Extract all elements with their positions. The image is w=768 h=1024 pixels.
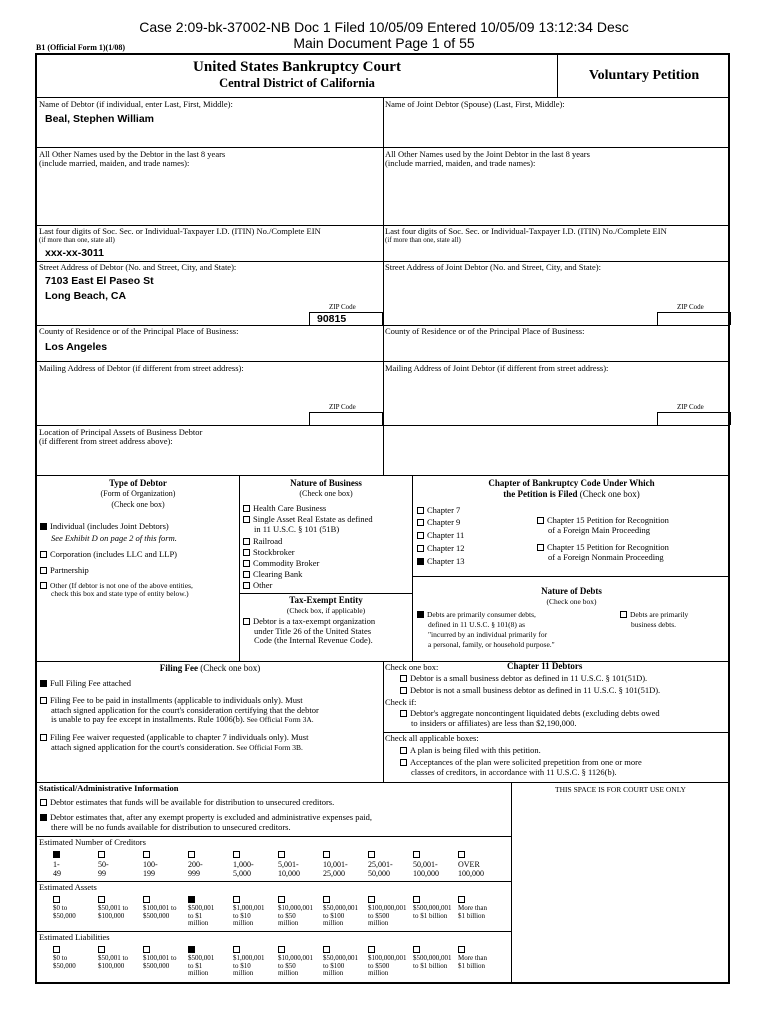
creditor-range-label: 5,001- xyxy=(278,860,299,869)
liability-range-option[interactable] xyxy=(323,946,367,978)
form-id: B1 (Official Form 1)(1/08) xyxy=(36,43,126,52)
creditor-range-option[interactable] xyxy=(323,851,367,878)
joint-other-names-label-1: All Other Names used by the Joint Debtor in the last 8 years xyxy=(385,149,590,159)
aggregate-debts-option[interactable]: Debtor's aggregate noncontingent liquidated debts (excluding debts owed to insiders or affiliates) are less than $2,190,000. xyxy=(400,709,660,728)
liability-range-option[interactable] xyxy=(53,946,97,970)
corporation-option[interactable]: Corporation (includes LLC and LLP) xyxy=(40,550,177,560)
petition-form xyxy=(35,53,730,984)
debtor-ssn-value: xxx-xx-3011 xyxy=(45,247,104,259)
asset-range-label: to $1 billion xyxy=(413,911,448,920)
debtor-street-line-1: 7103 East El Paseo St xyxy=(45,275,154,287)
chapter-11-option[interactable]: Chapter 11 xyxy=(417,531,464,541)
checkbox-checked[interactable] xyxy=(53,851,60,858)
debtor-zip-label: ZIP Code xyxy=(329,303,356,311)
checkbox[interactable] xyxy=(40,551,47,558)
creditor-range-label: 200- xyxy=(188,860,203,869)
checkbox[interactable] xyxy=(537,544,544,551)
chapter-13-option[interactable]: Chapter 13 xyxy=(417,557,465,567)
joint-mailing-zip-label: ZIP Code xyxy=(677,403,704,411)
creditor-range-label: 100,000 xyxy=(413,869,439,878)
liability-range-label: to $1 xyxy=(188,961,203,970)
chapter-title-1: Chapter of Bankruptcy Code Under Which xyxy=(488,478,655,488)
liability-range-label: million xyxy=(278,969,299,977)
debtor-county-value: Los Angeles xyxy=(45,341,108,353)
debtor-ssn-sub: (if more than one, state all) xyxy=(39,236,115,244)
asset-range-label: to $500 xyxy=(368,911,390,920)
liability-range-label: $1 billion xyxy=(458,961,486,970)
chapter-11-debtors-title: Chapter 11 Debtors xyxy=(507,661,583,671)
joint-zip-label: ZIP Code xyxy=(677,303,704,311)
asset-range-option[interactable] xyxy=(323,896,367,928)
joint-ssn-sub: (if more than one, state all) xyxy=(385,236,461,244)
checkbox[interactable] xyxy=(413,896,420,903)
asset-range-option[interactable] xyxy=(233,896,277,928)
location-label-2: (if different from street address above): xyxy=(39,436,173,446)
liability-range-option[interactable] xyxy=(233,946,277,978)
asset-range-option[interactable] xyxy=(53,896,97,920)
case-header-line-2: Main Document Page 1 of 55 xyxy=(293,35,475,51)
debtor-county-label: County of Residence or of the Principal Place of Business: xyxy=(39,326,239,336)
checkbox[interactable] xyxy=(143,896,150,903)
asset-range-option[interactable] xyxy=(458,896,502,920)
checkbox-checked[interactable] xyxy=(40,523,47,530)
chapter-title-2: the Petition is Filed (Check one box) xyxy=(503,489,640,499)
debtor-other-names-label-1: All Other Names used by the Debtor in the last 8 years xyxy=(39,149,226,159)
checkbox[interactable] xyxy=(400,759,407,766)
liability-range-label: $50,000 xyxy=(53,961,76,970)
asset-range-label: to $1 xyxy=(188,911,203,920)
checkbox[interactable] xyxy=(458,896,465,903)
creditor-range-option[interactable] xyxy=(188,851,232,878)
creditor-range-option[interactable] xyxy=(233,851,277,878)
debtor-street-label: Street Address of Debtor (No. and Street, City, and State): xyxy=(39,262,237,272)
type-of-debtor-sub-1: (Form of Organization) xyxy=(100,489,176,498)
checkbox[interactable] xyxy=(40,799,47,806)
tax-exempt-option[interactable]: Debtor is a tax-exempt organization under Title 26 of the United States Code (the Internal Revenue Code). xyxy=(243,617,375,646)
petition-title: Voluntary Petition xyxy=(588,68,700,83)
liability-range-option[interactable] xyxy=(188,946,232,978)
checkbox-checked[interactable] xyxy=(40,680,47,687)
checkbox[interactable] xyxy=(323,946,330,953)
creditor-range-option[interactable] xyxy=(458,851,502,878)
acceptances-option[interactable]: Acceptances of the plan were solicited prepetition from one or more classes of creditors, in accordance with 11 U.S.C. § 1126(b). xyxy=(400,758,642,777)
liability-range-label: million xyxy=(233,969,254,977)
liability-range-option[interactable] xyxy=(458,946,502,970)
liability-range-label: to $500 xyxy=(368,961,390,970)
debtor-mailing-zip-box xyxy=(309,412,383,425)
court-district: Central District of California xyxy=(219,76,375,90)
checkbox[interactable] xyxy=(188,851,195,858)
fee-waiver-option[interactable]: Filing Fee waiver requested (applicable to chapter 7 individuals only). Must attach signed application for the court's consideration. See Official Form 3B. xyxy=(40,733,308,752)
creditor-range-label: 50- xyxy=(98,860,109,869)
liability-range-option[interactable] xyxy=(143,946,187,970)
commodity-broker-option[interactable]: Commodity Broker xyxy=(243,559,319,569)
checkbox[interactable] xyxy=(243,618,250,625)
check-if-label: Check if: xyxy=(385,697,417,707)
asset-range-label: $100,000,001 xyxy=(368,904,407,912)
creditor-range-label: 1- xyxy=(53,860,60,869)
liability-range-label: million xyxy=(323,969,344,977)
asset-range-option[interactable] xyxy=(143,896,187,920)
checkbox[interactable] xyxy=(278,896,285,903)
checkbox[interactable] xyxy=(368,851,375,858)
single-asset-option[interactable]: Single Asset Real Estate as defined in 11 U.S.C. § 101 (51B) xyxy=(243,515,373,534)
checkbox[interactable] xyxy=(323,896,330,903)
other-business-option[interactable]: Other xyxy=(243,581,272,591)
asset-range-label: $500,000,001 xyxy=(413,904,452,912)
asset-range-label: $50,000,001 xyxy=(323,904,358,912)
checkbox[interactable] xyxy=(53,896,60,903)
liability-range-label: More than xyxy=(458,954,487,962)
checkbox[interactable] xyxy=(417,545,424,552)
liability-range-option[interactable] xyxy=(98,946,142,970)
checkbox[interactable] xyxy=(40,734,47,741)
small-business-option[interactable]: Debtor is a small business debtor as defined in 11 U.S.C. § 101(51D). xyxy=(400,674,647,684)
statistical-title: Statistical/Administrative Information xyxy=(39,783,179,793)
checkbox[interactable] xyxy=(417,507,424,514)
creditor-range-option[interactable] xyxy=(413,851,457,878)
chapter-7-option[interactable]: Chapter 7 xyxy=(417,506,460,516)
checkbox[interactable] xyxy=(620,611,627,618)
asset-range-option[interactable] xyxy=(413,896,457,920)
creditor-range-label: 10,001- xyxy=(323,860,348,869)
liability-range-label: $10,000,001 xyxy=(278,954,313,962)
joint-street-label: Street Address of Joint Debtor (No. and Street, City, and State): xyxy=(385,262,601,272)
debtor-ssn-label: Last four digits of Soc. Sec. or Individual-Taxpayer I.D. (ITIN) No./Complete EIN xyxy=(39,226,321,236)
liability-range-label: to $50 xyxy=(278,961,296,970)
nature-of-business-sub: (Check one box) xyxy=(299,489,353,498)
checkbox[interactable] xyxy=(143,946,150,953)
type-of-debtor-title: Type of Debtor xyxy=(109,478,167,488)
checkbox[interactable] xyxy=(417,532,424,539)
checkbox[interactable] xyxy=(98,896,105,903)
debtor-mailing-zip-label: ZIP Code xyxy=(329,403,356,411)
creditor-range-label: 49 xyxy=(53,869,61,878)
checkbox[interactable] xyxy=(243,538,250,545)
asset-range-label: million xyxy=(323,919,344,927)
creditor-range-label: 1,000- xyxy=(233,860,254,869)
checkbox[interactable] xyxy=(243,516,250,523)
debtor-name-label: Name of Debtor (if individual, enter Last, First, Middle): xyxy=(39,99,233,109)
health-care-option[interactable]: Health Care Business xyxy=(243,504,326,514)
checkbox[interactable] xyxy=(243,571,250,578)
checkbox[interactable] xyxy=(243,505,250,512)
location-label-1: Location of Principal Assets of Business Debtor xyxy=(39,427,203,437)
liability-range-label: $50,001 to xyxy=(98,954,128,962)
checkbox[interactable] xyxy=(233,896,240,903)
nature-of-debts-title: Nature of Debts xyxy=(541,586,602,596)
asset-range-label: $500,000 xyxy=(143,911,170,920)
creditor-range-label: 99 xyxy=(98,869,106,878)
liability-range-label: $1,000,001 xyxy=(233,954,265,962)
creditor-range-label: 25,001- xyxy=(368,860,393,869)
checkbox[interactable] xyxy=(368,896,375,903)
checkbox[interactable] xyxy=(243,582,250,589)
liabilities-title: Estimated Liabilities xyxy=(39,932,110,942)
checkbox[interactable] xyxy=(243,560,250,567)
joint-county-label: County of Residence or of the Principal Place of Business: xyxy=(385,326,585,336)
asset-range-label: $500,001 xyxy=(188,904,215,912)
checkbox-checked[interactable] xyxy=(188,946,195,953)
checkbox[interactable] xyxy=(537,517,544,524)
creditor-range-label: 999 xyxy=(188,869,200,878)
joint-ssn-label: Last four digits of Soc. Sec. or Individual-Taxpayer I.D. (ITIN) No./Complete EIN xyxy=(385,226,667,236)
liability-range-label: to $1 billion xyxy=(413,961,448,970)
liability-range-label: million xyxy=(368,969,389,977)
railroad-option[interactable]: Railroad xyxy=(243,537,282,547)
chapter-12-option[interactable]: Chapter 12 xyxy=(417,544,465,554)
chapter-15-main-option[interactable]: Chapter 15 Petition for Recognition of a Foreign Main Proceeding xyxy=(537,516,669,535)
asset-range-label: million xyxy=(233,919,254,927)
checkbox[interactable] xyxy=(243,549,250,556)
creditor-range-option[interactable] xyxy=(53,851,97,878)
checkbox[interactable] xyxy=(323,851,330,858)
asset-range-option[interactable] xyxy=(188,896,232,928)
checkbox[interactable] xyxy=(278,946,285,953)
checkbox[interactable] xyxy=(368,946,375,953)
asset-range-label: million xyxy=(188,919,209,927)
debtor-street-line-2: Long Beach, CA xyxy=(45,290,127,302)
liability-range-label: $500,000 xyxy=(143,961,170,970)
court-use-label: THIS SPACE IS FOR COURT USE ONLY xyxy=(555,785,686,794)
checkbox[interactable] xyxy=(53,946,60,953)
asset-range-label: More than xyxy=(458,904,487,912)
liability-range-option[interactable] xyxy=(368,946,412,978)
court-name: United States Bankruptcy Court xyxy=(193,59,401,75)
exhibit-d-note: See Exhibit D on page 2 of this form. xyxy=(51,533,177,543)
creditor-range-option[interactable] xyxy=(368,851,412,878)
debtor-name-value: Beal, Stephen William xyxy=(45,113,155,125)
stockbroker-option[interactable]: Stockbroker xyxy=(243,548,295,558)
joint-mailing-zip-box xyxy=(657,412,731,425)
creditor-range-option[interactable] xyxy=(278,851,322,878)
debtor-mailing-label: Mailing Address of Debtor (if different from street address): xyxy=(39,363,244,373)
asset-range-label: $1,000,001 xyxy=(233,904,265,912)
checkbox[interactable] xyxy=(98,851,105,858)
creditor-range-label: 10,000 xyxy=(278,869,300,878)
tax-exempt-sub: (Check box, if applicable) xyxy=(286,606,366,615)
liability-range-label: $100,000 xyxy=(98,961,125,970)
creditors-title: Estimated Number of Creditors xyxy=(39,837,146,847)
liability-range-label: million xyxy=(188,969,209,977)
liability-range-label: $100,001 to xyxy=(143,954,177,962)
liability-range-label: to $10 xyxy=(233,961,251,970)
asset-range-label: $50,000 xyxy=(53,911,76,920)
nature-of-business-title: Nature of Business xyxy=(290,478,362,488)
checkbox[interactable] xyxy=(40,567,47,574)
asset-range-label: $100,000 xyxy=(98,911,125,920)
nature-of-debts-sub: (Check one box) xyxy=(546,597,597,606)
checkbox[interactable] xyxy=(143,851,150,858)
partnership-option[interactable]: Partnership xyxy=(40,566,89,576)
business-debts-option[interactable]: Debts are primarily business debts. xyxy=(620,610,688,630)
not-small-business-option[interactable]: Debtor is not a small business debtor as defined in 11 U.S.C. § 101(51D). xyxy=(400,686,660,696)
asset-range-label: to $50 xyxy=(278,911,296,920)
creditor-range-label: 50,001- xyxy=(413,860,438,869)
other-entity-option[interactable]: Other (If debtor is not one of the above entities, check this box and state type of entity below.) xyxy=(40,582,193,598)
asset-range-label: $10,000,001 xyxy=(278,904,313,912)
creditor-range-label: 25,000 xyxy=(323,869,345,878)
joint-name-label: Name of Joint Debtor (Spouse) (Last, First, Middle): xyxy=(385,99,565,109)
check-one-box-label: Check one box: xyxy=(385,662,439,672)
no-funds-option[interactable]: Debtor estimates that, after any exempt property is excluded and administrative expenses paid, there will be no funds available for distribution to unsecured creditors. xyxy=(40,813,372,832)
checkbox-checked[interactable] xyxy=(417,558,424,565)
creditor-range-label: 5,000 xyxy=(233,869,251,878)
creditor-range-label: 100- xyxy=(143,860,158,869)
liability-range-label: $0 to xyxy=(53,954,68,962)
creditor-range-label: 100,000 xyxy=(458,869,484,878)
installments-option[interactable]: Filing Fee to be paid in installments (applicable to individuals only). Must attach signed application for the court's consideration certifying that the debtor is unable to pay fee except in installments. Rule 1006(b). See Official Form 3A. xyxy=(40,696,319,725)
clearing-bank-option[interactable]: Clearing Bank xyxy=(243,570,302,580)
checkbox[interactable] xyxy=(413,851,420,858)
checkbox[interactable] xyxy=(278,851,285,858)
checkbox[interactable] xyxy=(400,747,407,754)
asset-range-option[interactable] xyxy=(368,896,412,928)
checkbox-checked[interactable] xyxy=(40,814,47,821)
creditor-range-option[interactable] xyxy=(98,851,142,878)
chapter-15-nonmain-option[interactable]: Chapter 15 Petition for Recognition of a Foreign Nonmain Proceeding xyxy=(537,543,669,562)
checkbox[interactable] xyxy=(400,710,407,717)
asset-range-label: to $10 xyxy=(233,911,251,920)
liability-range-label: to $100 xyxy=(323,961,345,970)
creditor-range-label: OVER xyxy=(458,860,480,869)
checkbox[interactable] xyxy=(413,946,420,953)
checkbox-checked[interactable] xyxy=(188,896,195,903)
asset-range-label: $1 billion xyxy=(458,911,486,920)
funds-available-option[interactable]: Debtor estimates that funds will be available for distribution to unsecured creditors. xyxy=(40,798,334,808)
debtor-other-names-label-2: (include married, maiden, and trade names): xyxy=(39,158,190,168)
liability-range-label: $500,000,001 xyxy=(413,954,452,962)
plan-filed-option[interactable]: A plan is being filed with this petition. xyxy=(400,746,541,756)
liability-range-label: $500,001 xyxy=(188,954,215,962)
checkbox[interactable] xyxy=(233,946,240,953)
individual-option[interactable]: Individual (includes Joint Debtors) xyxy=(40,522,169,532)
checkbox[interactable] xyxy=(40,582,47,589)
checkbox[interactable] xyxy=(98,946,105,953)
checkbox[interactable] xyxy=(40,697,47,704)
asset-range-label: $50,001 to xyxy=(98,904,128,912)
checkbox[interactable] xyxy=(458,851,465,858)
type-of-debtor-sub-2: (Check one box) xyxy=(111,500,165,509)
asset-range-option[interactable] xyxy=(98,896,142,920)
consumer-debts-option[interactable]: Debts are primarily consumer debts, defined in 11 U.S.C. § 101(8) as "incurred by an individual primarily for a personal, family, or household purpose." xyxy=(417,610,555,650)
creditor-range-option[interactable] xyxy=(143,851,187,878)
debtor-zip-value: 90815 xyxy=(317,313,347,325)
asset-range-label: $100,001 to xyxy=(143,904,177,912)
joint-mailing-label: Mailing Address of Joint Debtor (if different from street address): xyxy=(385,363,609,373)
case-header-line-1: Case 2:09-bk-37002-NB Doc 1 Filed 10/05/09 Entered 10/05/09 13:12:34 Desc xyxy=(139,19,629,35)
asset-range-label: million xyxy=(368,919,389,927)
creditor-range-label: 50,000 xyxy=(368,869,390,878)
checkbox[interactable] xyxy=(400,687,407,694)
asset-range-label: to $100 xyxy=(323,911,345,920)
full-filing-fee-option[interactable]: Full Filing Fee attached xyxy=(40,679,131,689)
assets-title: Estimated Assets xyxy=(39,882,97,892)
liability-range-option[interactable] xyxy=(278,946,322,978)
checkbox-checked[interactable] xyxy=(417,611,424,618)
checkbox[interactable] xyxy=(233,851,240,858)
checkbox[interactable] xyxy=(417,519,424,526)
chapter-9-option[interactable]: Chapter 9 xyxy=(417,518,460,528)
liability-range-label: $50,000,001 xyxy=(323,954,358,962)
checkbox[interactable] xyxy=(400,675,407,682)
liability-range-label: $100,000,001 xyxy=(368,954,407,962)
joint-other-names-label-2: (include married, maiden, and trade names): xyxy=(385,158,536,168)
asset-range-option[interactable] xyxy=(278,896,322,928)
check-all-label: Check all applicable boxes: xyxy=(385,733,479,743)
asset-range-label: million xyxy=(278,919,299,927)
filing-fee-title: Filing Fee (Check one box) xyxy=(159,663,261,673)
joint-zip-box xyxy=(657,312,731,325)
asset-range-label: $0 to xyxy=(53,904,68,912)
tax-exempt-title: Tax-Exempt Entity xyxy=(289,595,363,605)
liability-range-option[interactable] xyxy=(413,946,457,970)
checkbox[interactable] xyxy=(458,946,465,953)
creditor-range-label: 199 xyxy=(143,869,155,878)
